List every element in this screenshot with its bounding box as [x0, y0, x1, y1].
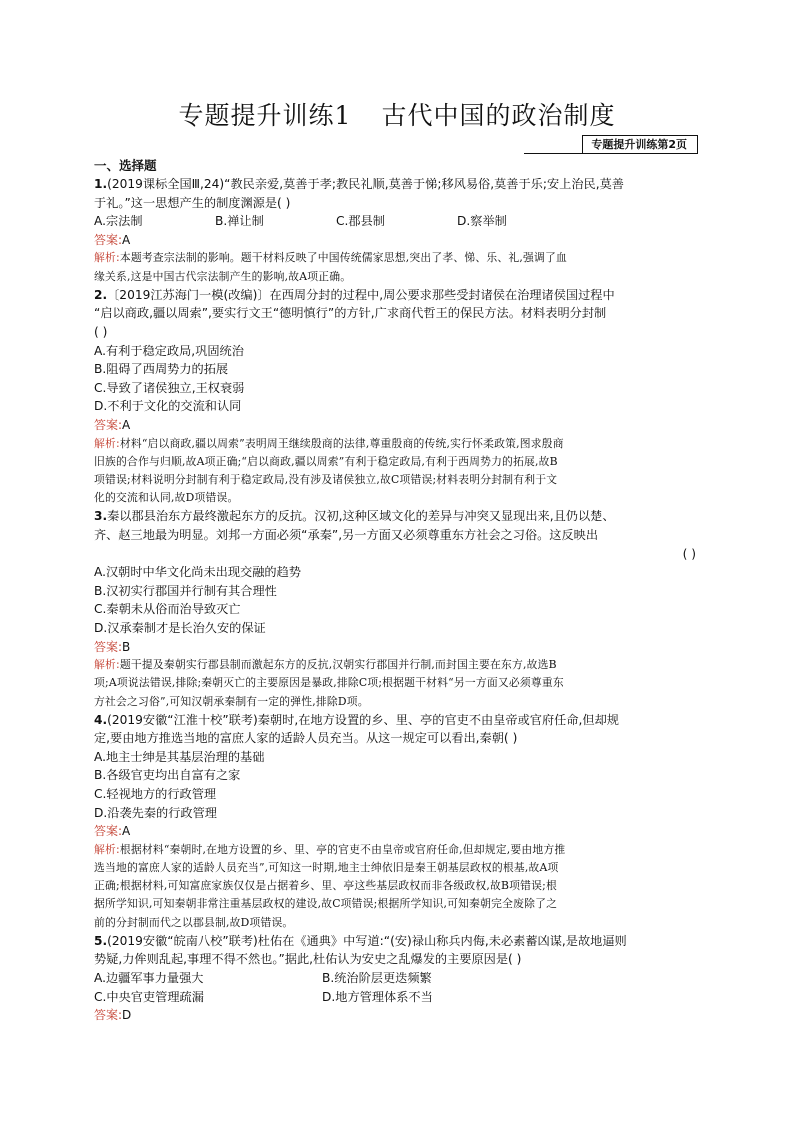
option-b: B.各级官吏均出自富有之家: [94, 768, 241, 783]
analysis-label: 解析:: [94, 842, 120, 856]
option-b: B.阻碍了西周势力的拓展: [94, 362, 229, 377]
analysis-line: 正确;根据材料,可知富庶家族仅仅是占据着乡、里、亭这些基层政权而非各级政权,故B项错误;根: [94, 879, 557, 893]
option-b: B.统治阶层更迭频繁: [322, 971, 432, 986]
option-a: A.有利于稳定政局,巩固统治: [94, 343, 244, 358]
option-b: B.汉初实行郡国并行制有其合理性: [94, 583, 277, 598]
option-c: C.轻视地方的行政管理: [94, 787, 217, 802]
question-4: [94, 711, 698, 932]
question-number: 3.: [94, 509, 108, 524]
question-3: [94, 507, 698, 710]
option-c: C.郡县制: [336, 214, 385, 229]
title-left: 专题提升训练1: [178, 101, 352, 130]
options-row: [94, 988, 698, 1007]
analysis-text: 根据材料“秦朝时,在地方设置的乡、里、亭的官吏不由皇帝或官府任命,但却规定,要由地方推: [119, 842, 566, 856]
options-row: [94, 212, 698, 231]
answer-label: 答案:: [94, 1008, 123, 1023]
answer-label: 答案:: [94, 824, 123, 839]
question-line: [94, 932, 698, 951]
option-a: A.地主士绅是其基层治理的基础: [94, 749, 265, 764]
question-line: 于礼。”这一思想产生的制度渊源是( ): [94, 195, 291, 210]
answer-label: 答案:: [94, 232, 123, 247]
question-number: 5.: [94, 933, 108, 948]
analysis-line: 缘关系,这是中国古代宗法制产生的影响,故A项正确。: [94, 269, 352, 283]
question-line: [94, 286, 698, 305]
option-b: B.禅让制: [215, 214, 264, 229]
analysis-line: 方社会之习俗”,可知汉朝承秦制有一定的弹性,排除D项。: [94, 694, 369, 708]
analysis-line: 选当地的富庶人家的适龄人员充当”,可知这一时期,地主士绅依旧是秦王朝基层政权的根基,故A项: [94, 861, 559, 875]
option-c: C.中央官吏管理疏漏: [94, 989, 204, 1004]
question-line: ( ): [94, 324, 108, 339]
option-d: D.察举制: [457, 214, 507, 229]
question-text: (2019课标全国Ⅲ,24)“教民亲爱,莫善于孝;教民礼顺,莫善于悌;移风易俗,莫善于乐;安上治民,莫善: [107, 177, 624, 191]
answer: [94, 1006, 698, 1025]
question-line: 齐、赵三地最为明显。刘邦一方面必须“承秦”,另一方面又必须尊重东方社会之习俗。这反映出: [94, 527, 599, 542]
question-line: 势疑,力侔则乱起,事理不得不然也。”据此,杜佑认为安史之乱爆发的主要原因是( ): [94, 952, 522, 967]
page-tag-bar: [524, 134, 698, 154]
question-number: 4.: [94, 712, 108, 727]
analysis-line: [94, 656, 698, 674]
analysis-text: 题干提及秦朝实行郡县制而激起东方的反抗,汉朝实行郡国并行制,而封国主要在东方,故选B: [119, 658, 557, 672]
option-a: A.边疆军事力量强大: [94, 971, 204, 986]
analysis-line: [94, 249, 698, 267]
question-line: “启以商政,疆以周索”,要实行文王“德明慎行”的方针,广求商代哲王的保民方法。材料表明分封制: [94, 306, 607, 321]
answer-value: D: [122, 1008, 132, 1023]
answer: [94, 822, 698, 841]
question-line: [94, 711, 698, 730]
analysis-line: 项;A项说法错误,排除;秦朝灭亡的主要原因是暴政,排除C项;根据题干材料“另一方面又必须尊重东: [94, 676, 564, 690]
question-text: 〔2019江苏海门一模(改编)〕在西周分封的过程中,周公要求那些受封诸侯在治理诸侯国过程中: [107, 287, 615, 302]
analysis-label: 解析:: [94, 436, 120, 450]
question-number: 1.: [94, 177, 108, 191]
question-line: [94, 507, 698, 526]
options-row: [94, 969, 698, 988]
option-d: D.汉承秦制才是长治久安的保证: [94, 620, 266, 635]
analysis-label: 解析:: [94, 658, 120, 672]
option-d: D.不利于文化的交流和认同: [94, 399, 242, 414]
answer: [94, 231, 698, 250]
answer-value: A: [122, 232, 131, 247]
option-c: C.秦朝未从俗而治导致灭亡: [94, 602, 241, 617]
answer-value: A: [122, 417, 131, 432]
section-heading: 一、选择题: [94, 158, 157, 173]
option-c: C.导致了诸侯独立,王权衰弱: [94, 380, 245, 395]
answer-label: 答案:: [94, 639, 123, 654]
analysis-text: 材料“启以商政,疆以周索”表明周王继续殷商的法律,尊重殷商的传统,实行怀柔政策,图求殷商: [119, 436, 564, 450]
analysis-line: 旧族的合作与归顺,故A项正确;“启以商政,疆以周索”有利于稳定政局,有利于西周势力的拓展,故B: [94, 454, 558, 468]
question-2: [94, 286, 698, 508]
question-1: [94, 175, 698, 286]
question-line: 定,要由地方推选当地的富庶人家的适龄人员充当。从这一规定可以看出,秦朝( ): [94, 731, 518, 746]
document-body: [94, 156, 698, 1025]
answer: [94, 638, 698, 657]
analysis-line: 化的交流和认同,故D项错误。: [94, 491, 239, 505]
answer: [94, 416, 698, 435]
analysis-line: 据所学知识,可知秦朝非常注重基层政权的建设,故C项错误;根据所学知识,可知秦朝完全废除了之: [94, 897, 558, 911]
analysis-line: 前的分封制而代之以郡县制,故D项错误。: [94, 915, 294, 929]
answer-value: B: [122, 639, 131, 654]
question-5: [94, 932, 698, 1025]
option-a: A.汉朝时中华文化尚未出现交融的趋势: [94, 565, 301, 580]
question-line: [94, 175, 698, 194]
analysis-line: [94, 435, 698, 453]
option-d: D.沿袭先秦的行政管理: [94, 805, 217, 820]
option-d: D.地方管理体系不当: [322, 989, 433, 1004]
answer-label: 答案:: [94, 417, 123, 432]
analysis-line: [94, 841, 698, 859]
answer-value: A: [122, 824, 131, 839]
page-tag: 专题提升训练第2页: [582, 135, 698, 154]
question-number: 2.: [94, 287, 108, 302]
question-text: (2019安徽“江淮十校”联考)秦朝时,在地方设置的乡、里、亭的官吏不由皇帝或官府任命,但却规: [107, 712, 619, 727]
analysis-text: 本题考查宗法制的影响。题干材料反映了中国传统儒家思想,突出了孝、悌、乐、礼,强调了血: [119, 251, 567, 265]
question-text: (2019安徽“皖南八校”联考)杜佑在《通典》中写道:“(安)禄山称兵内侮,未必素蓄凶谋,是故地逼则: [107, 933, 627, 948]
answer-paren: ( ): [682, 546, 696, 561]
title-right: 古代中国的政治制度: [381, 101, 616, 130]
analysis-label: 解析:: [94, 251, 120, 265]
page-title: [0, 96, 794, 132]
question-text: 秦以郡县治东方最终激起东方的反抗。汉初,这种区域文化的差异与冲突又显现出来,且仍以楚、: [107, 509, 615, 524]
analysis-line: 项错误;材料说明分封制有利于稳定政局,没有涉及诸侯独立,故C项错误;材料表明分封制有利于文: [94, 472, 558, 486]
option-a: A.宗法制: [94, 214, 143, 229]
